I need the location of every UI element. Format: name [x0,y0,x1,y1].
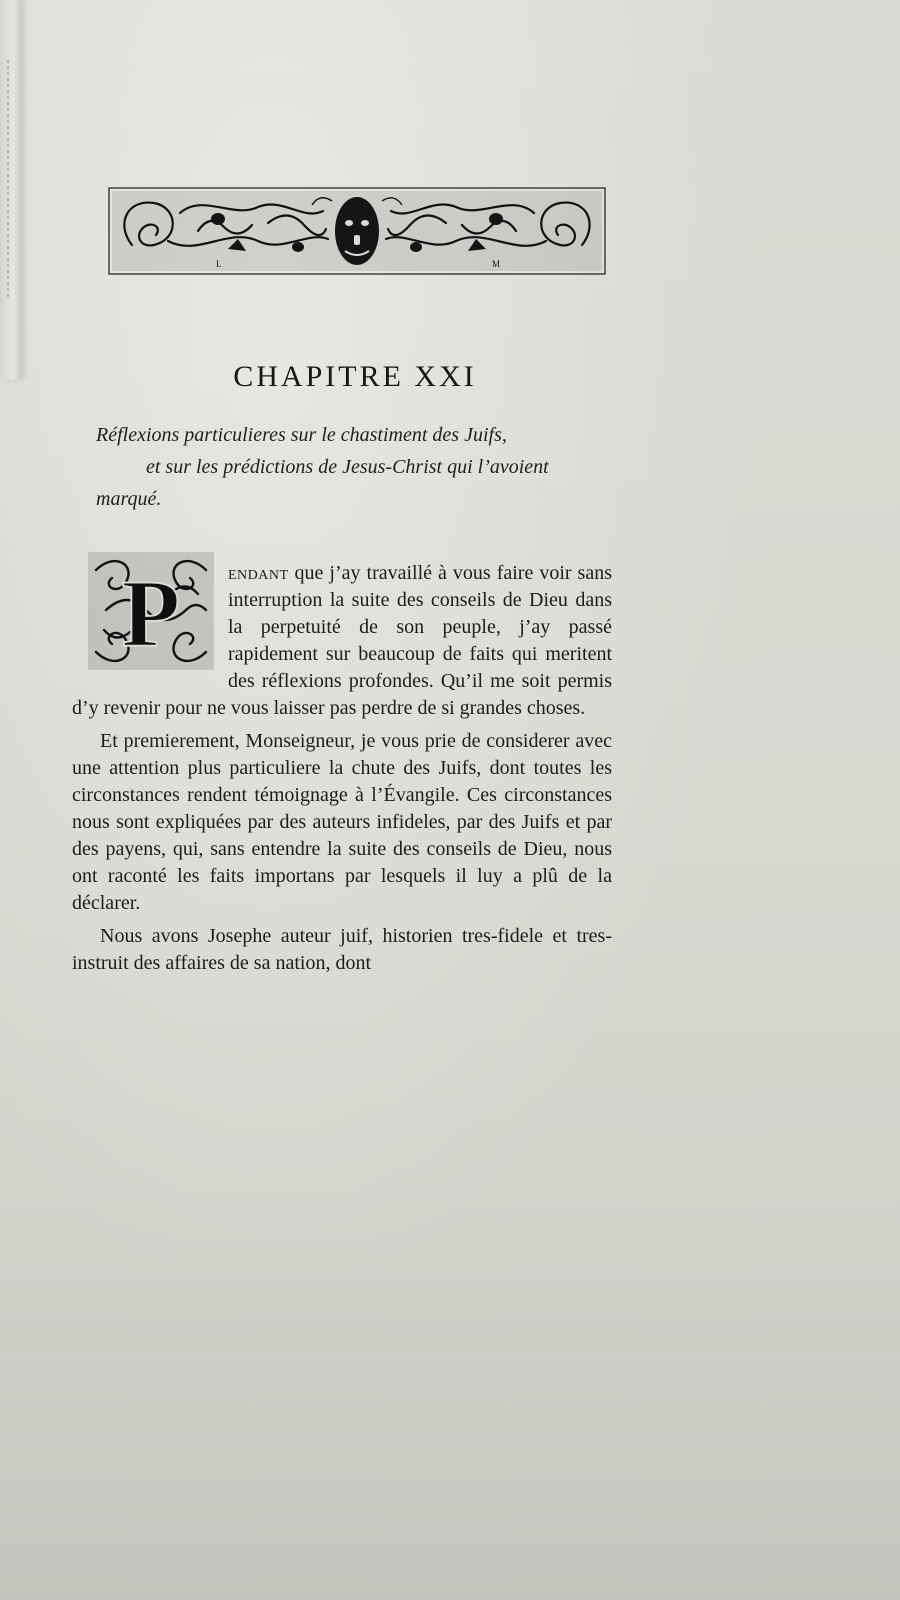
ornament-initial-l: L [216,259,222,269]
chapter-subtitle [96,419,614,515]
paragraph-2: Et premierement, Monseigneur, je vous prie de considerer avec une attention plus particuliere la chute des Juifs, dont toutes les circonstances rendent témoignage à l’Évangile. Ces circonstances nous sont expliquées par des auteurs infideles, par des Juifs et par des payens, qui, sans entendre la suite des conseils de Dieu, nous ont raconté les faits importans par lesquels il luy a plû de la déclarer. [72,730,612,914]
paragraph-1 [72,560,612,722]
chapter-title: CHAPITRE XXI [233,360,477,393]
drop-cap-lead: endant [228,562,289,584]
drop-cap-letter: P [121,560,181,667]
ornament-initial-m: M [492,259,501,269]
subtitle-line: Réflexions particulieres sur le chastiment des Juifs, [96,424,507,446]
paragraph-3: Nous avons Josephe auteur juif, historien tres-fidele et tres-instruit des affaires de sa nation, dont [72,925,612,974]
drop-cap-initial [86,550,216,672]
paragraph-1-text: que j’ay travaillé à vous faire voir sans interruption la suite des conseils de Dieu dans la perpetuité de son peuple, j’ay passé rapidement sur beaucoup de faits qui meritent des réflexions profondes. Qu’il me soit permis d’y revenir pour ne vous laisser pas perdre de si grandes choses. [72,562,612,719]
subtitle-line: marqué. [96,488,162,510]
subtitle-line: et sur les prédictions de Jesus-Christ qui l’avoient [146,456,549,478]
adjacent-page-edge [0,0,22,380]
page-shadow [0,1180,900,1600]
headpiece-ornament [108,187,606,275]
body-text [72,560,612,983]
